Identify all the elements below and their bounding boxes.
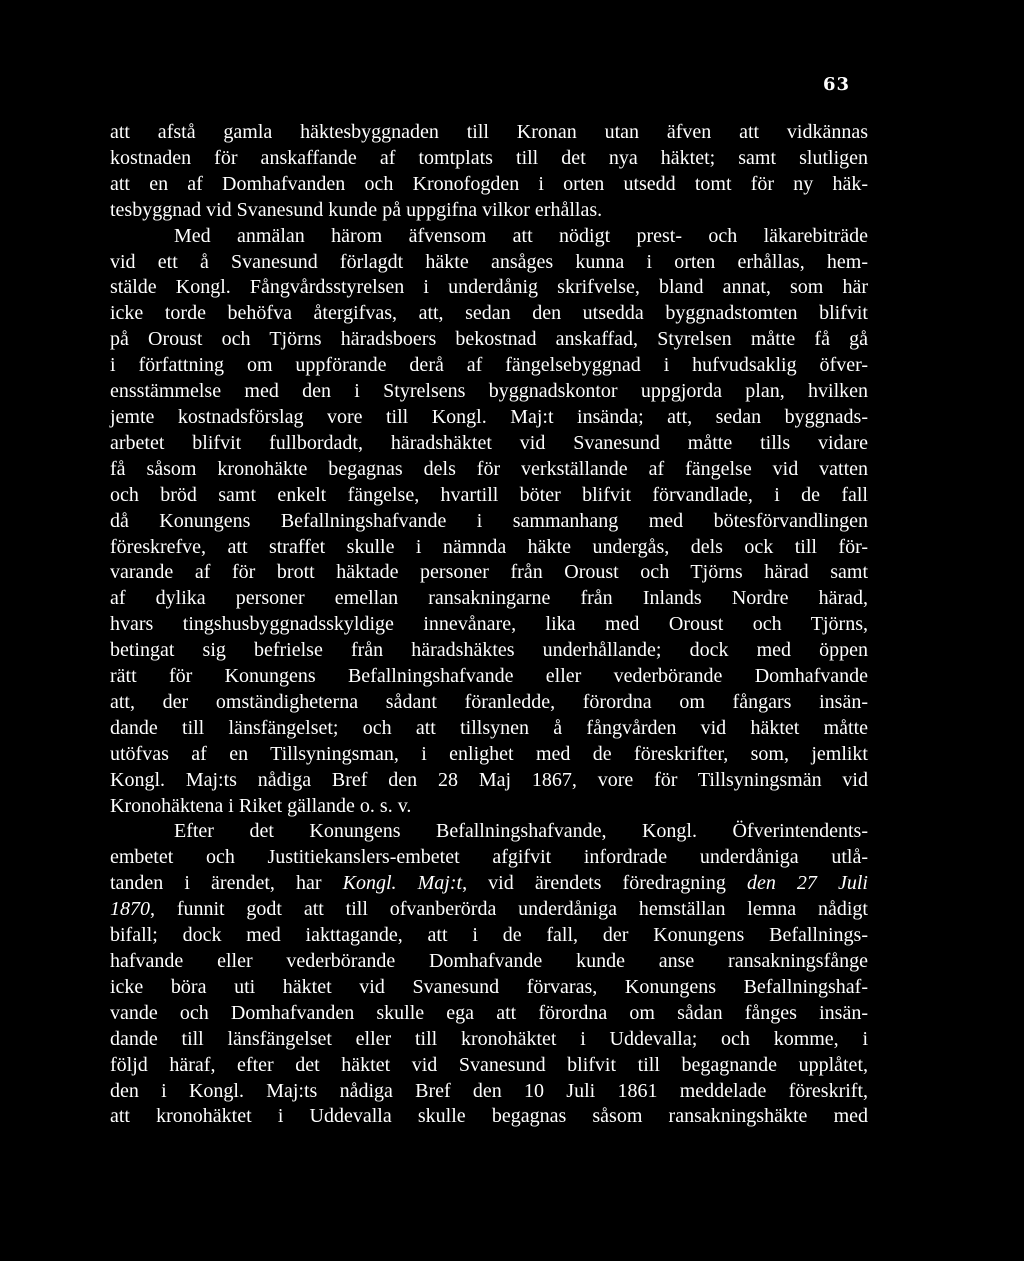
text-line: då Konungens Befallningshafvande i sammanhang med bötesförvandlingen [110, 509, 868, 532]
text-run: , funnit godt att till ofvanberörda underdåniga hemställan lemna nådigt [150, 898, 868, 921]
text-line: bifall; dock med iakttagande, att i de fall, der Konungens Befallnings- [110, 924, 868, 947]
text-line: Kongl. Maj:ts nådiga Bref den 28 Maj 1867, vore för Tillsyningsmän vid [110, 768, 868, 791]
text-line: icke torde behöfva återgifvas, att, sedan den utsedda byggnadstomten blifvit [110, 302, 868, 325]
text-line: jemte kostnadsförslag vore till Kongl. Maj:t insända; att, sedan byggnads- [110, 405, 868, 428]
text-run-italic: den 27 Juli [746, 872, 868, 895]
text-line: dande till länsfängelset eller till kronohäktet i Uddevalla; och komme, i [110, 1027, 868, 1050]
text-line: att afstå gamla häktesbyggnaden till Kronan utan äfven att vidkännas [110, 121, 868, 143]
text-line: ensstämmelse med den i Styrelsens byggnadskontor uppgjorda plan, hvilken [110, 380, 868, 403]
text-line: få såsom kronohäkte begagnas dels för verkställande af fängelse vid vatten [110, 457, 868, 480]
text-line: att, der omständigheterna sådant föranledde, förordna om fångars insän- [110, 690, 868, 713]
text-line: dande till länsfängelset; och att tillsynen å fångvården vid häktet måtte [110, 716, 868, 739]
text-run-italic: 1870 [110, 898, 150, 921]
text-line: på Oroust och Tjörns häradsboers bekostnad anskaffad, Styrelsen måtte få gå [110, 328, 868, 351]
text-line: stälde Kongl. Fångvårdsstyrelsen i underdånig skrifvelse, bland annat, som här [110, 276, 868, 299]
text-line: utöfvas af en Tillsyningsman, i enlighet med de föreskrifter, som, jemlikt [110, 742, 868, 765]
text-line: att kronohäktet i Uddevalla skulle begagnas såsom ransakningshäkte med [110, 1105, 868, 1128]
text-line: embetet och Justitiekanslers-embetet afgifvit infordrade underdåniga utlå- [110, 846, 868, 869]
text-line-mixed [110, 897, 868, 923]
body-text [110, 120, 868, 1130]
text-line: arbetet blifvit fullbordadt, häradshäktet vid Svanesund måtte tills vidare [110, 431, 868, 454]
text-line: hafvande eller vederbörande Domhafvande kunde anse ransakningsfånge [110, 950, 868, 972]
text-line: i författning om uppförande derå af fängelsebyggnad i hufvudsaklig öfver- [110, 354, 868, 377]
text-line: icke böra uti häktet vid Svanesund förvaras, Konungens Befallningshaf- [110, 975, 868, 998]
text-run-italic: Kongl. Maj:t [342, 872, 463, 895]
text-line: tesbyggnad vid Svanesund kunde på uppgifna vilkor erhållas. [110, 198, 603, 221]
text-line: hvars tingshusbyggnadsskyldige innevånare, lika med Oroust och Tjörns, [110, 613, 868, 636]
text-line: Efter det Konungens Befallningshafvande, Kongl. Öfverintendents- [174, 820, 868, 843]
text-line: af dylika personer emellan ransakningarne från Inlands Nordre härad, [110, 587, 868, 610]
text-line: kostnaden för anskaffande af tomtplats till det nya häktet; samt slutligen [110, 146, 868, 169]
text-line: att en af Domhafvanden och Kronofogden i orten utsedd tomt för ny häk- [110, 172, 868, 195]
text-run: , vid ärendets föredragning [462, 872, 747, 895]
text-line: föreskrefve, att straffet skulle i nämnda häkte undergås, dels ock till för- [110, 535, 868, 558]
text-line: följd häraf, efter det häktet vid Svanesund blifvit till begagnande upplåtet, [110, 1053, 868, 1076]
text-line: betingat sig befrielse från häradshäktes underhållande; dock med öppen [110, 639, 868, 662]
text-line-mixed [110, 871, 868, 897]
text-line: och bröd samt enkelt fängelse, hvartill böter blifvit förvandlade, i de fall [110, 483, 868, 506]
text-line: den i Kongl. Maj:ts nådiga Bref den 10 Juli 1861 meddelade föreskrift, [110, 1079, 868, 1102]
text-line: Med anmälan härom äfvensom att nödigt prest- och läkarebiträde [174, 224, 868, 247]
text-line: vid ett å Svanesund förlagdt häkte ansåges kunna i orten erhållas, hem- [110, 250, 868, 273]
text-run: tanden i ärendet, har [110, 872, 343, 895]
text-line: rätt för Konungens Befallningshafvande eller vederbörande Domhafvande [110, 665, 868, 688]
text-line: varande af för brott häktade personer från Oroust och Tjörns härad samt [110, 561, 868, 584]
text-line: vande och Domhafvanden skulle ega att förordna om sådan fånges insän- [110, 1001, 868, 1024]
text-line: Kronohäktena i Riket gällande o. s. v. [110, 794, 412, 817]
page-number: 63 [822, 74, 850, 95]
